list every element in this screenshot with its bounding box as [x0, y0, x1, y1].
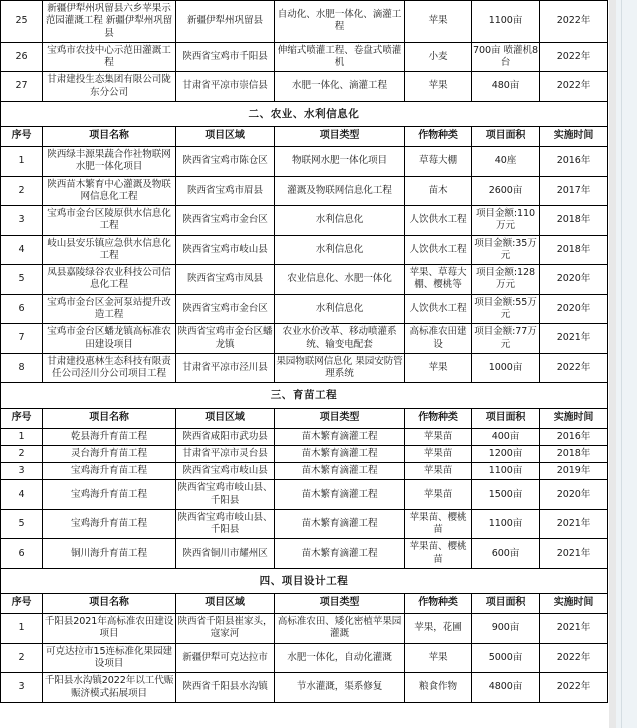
column-header-region: 项目区域	[176, 127, 275, 147]
table-row	[1, 614, 608, 644]
cell-crop: 粮食作物	[405, 673, 472, 703]
cell-crop: 苹果苗	[405, 480, 472, 510]
cell-region: 甘肃省平凉市泾川县	[176, 353, 275, 383]
cell-region: 新疆伊犁可克达拉市	[176, 643, 275, 673]
cell-region: 陕西省宝鸡市金台区	[176, 294, 275, 324]
cell-area: 5000亩	[472, 643, 540, 673]
cell-area: 项目金额:35万元	[472, 235, 540, 265]
cell-no: 2	[1, 176, 43, 206]
cell-region: 陕西省宝鸡市千阳县	[176, 42, 275, 72]
cell-region: 陕西省宝鸡市陈仓区	[176, 147, 275, 177]
cell-time: 2021年	[540, 324, 608, 354]
cell-name: 陕西苗木繁育中心灌溉及物联网信息化工程	[43, 176, 176, 206]
page-edge-divider	[621, 0, 622, 728]
cell-type: 水利信息化	[275, 206, 405, 236]
cell-no: 3	[1, 206, 43, 236]
cell-no: 1	[1, 614, 43, 644]
table-row	[1, 643, 608, 673]
cell-region: 新疆伊犁州巩留县	[176, 1, 275, 43]
column-header-time: 实施时间	[540, 408, 608, 428]
table-row	[1, 445, 608, 462]
cell-name: 千阳县2021年高标准农田建设项目	[43, 614, 176, 644]
column-header-area: 项目面积	[472, 594, 540, 614]
cell-region: 陕西省千阳县崔家头，寇家河	[176, 614, 275, 644]
cell-time: 2016年	[540, 428, 608, 445]
section-title-row	[1, 383, 608, 408]
section-title-row	[1, 568, 608, 593]
cell-time: 2019年	[540, 463, 608, 480]
table-row	[1, 463, 608, 480]
cell-no: 7	[1, 324, 43, 354]
cell-area: 1000亩	[472, 353, 540, 383]
cell-name: 宝鸡海升育苗工程	[43, 463, 176, 480]
cell-time: 2022年	[540, 1, 608, 43]
cell-type: 水肥一体化，自动化灌溉	[275, 643, 405, 673]
cell-type: 苗木繁育滴灌工程	[275, 428, 405, 445]
cell-region: 陕西省宝鸡市岐山县、千阳县	[176, 509, 275, 539]
column-header-crop: 作物种类	[405, 408, 472, 428]
cell-name: 宝鸡海升育苗工程	[43, 480, 176, 510]
cell-name: 铜川海升育苗工程	[43, 539, 176, 569]
cell-area: 1200亩	[472, 445, 540, 462]
column-header-crop: 作物种类	[405, 594, 472, 614]
cell-region: 陕西省宝鸡市眉县	[176, 176, 275, 206]
cell-area: 700亩 喷灌机8台	[472, 42, 540, 72]
table-row	[1, 235, 608, 265]
cell-time: 2022年	[540, 42, 608, 72]
table-row	[1, 147, 608, 177]
cell-time: 2020年	[540, 294, 608, 324]
cell-name: 岐山县安乐镇应急供水信息化工程	[43, 235, 176, 265]
cell-name: 可克达拉市15连标准化果园建设项目	[43, 643, 176, 673]
cell-no: 2	[1, 445, 43, 462]
cell-crop: 人饮供水工程	[405, 235, 472, 265]
cell-no: 2	[1, 643, 43, 673]
cell-area: 项目金额:110万元	[472, 206, 540, 236]
cell-name: 灵台海升育苗工程	[43, 445, 176, 462]
cell-crop: 苹果、草莓大棚、樱桃等	[405, 265, 472, 295]
cell-region: 陕西省宝鸡市岐山县	[176, 463, 275, 480]
cell-no: 5	[1, 265, 43, 295]
cell-region: 甘肃省平凉市崇信县	[176, 72, 275, 102]
cell-time: 2018年	[540, 445, 608, 462]
cell-region: 陕西省宝鸡市金台区	[176, 206, 275, 236]
cell-crop: 苹果，花圃	[405, 614, 472, 644]
cell-no: 5	[1, 509, 43, 539]
cell-no: 25	[1, 1, 43, 43]
cell-time: 2020年	[540, 265, 608, 295]
column-header-no: 序号	[1, 594, 43, 614]
section-title-row	[1, 101, 608, 126]
cell-no: 4	[1, 235, 43, 265]
cell-time: 2020年	[540, 480, 608, 510]
table-row	[1, 353, 608, 383]
cell-area: 400亩	[472, 428, 540, 445]
cell-type: 苗木繁育滴灌工程	[275, 445, 405, 462]
cell-time: 2021年	[540, 539, 608, 569]
cell-area: 项目金额:77万元	[472, 324, 540, 354]
cell-type: 水利信息化	[275, 235, 405, 265]
cell-name: 陕西绿丰源果蔬合作社物联网水肥一体化项目	[43, 147, 176, 177]
cell-name: 宝鸡市金台区陵原供水信息化工程	[43, 206, 176, 236]
cell-area: 900亩	[472, 614, 540, 644]
cell-no: 3	[1, 463, 43, 480]
table-row	[1, 206, 608, 236]
cell-area: 1100亩	[472, 1, 540, 43]
cell-crop: 小麦	[405, 42, 472, 72]
cell-crop: 苹果	[405, 643, 472, 673]
cell-region: 陕西省铜川市耀州区	[176, 539, 275, 569]
cell-type: 农业水价改革、移动喷灌系统、输变电配套	[275, 324, 405, 354]
cell-region: 甘肃省平凉市灵台县	[176, 445, 275, 462]
cell-time: 2022年	[540, 673, 608, 703]
cell-region: 陕西省千阳县水沟镇	[176, 673, 275, 703]
cell-type: 果园物联网信息化 果园安防管理系统	[275, 353, 405, 383]
table-row	[1, 265, 608, 295]
cell-crop: 高标准农田建设	[405, 324, 472, 354]
cell-time: 2016年	[540, 147, 608, 177]
cell-crop: 苹果	[405, 353, 472, 383]
cell-time: 2022年	[540, 353, 608, 383]
cell-time: 2018年	[540, 235, 608, 265]
cell-type: 水利信息化	[275, 294, 405, 324]
cell-type: 节水灌溉，渠系修复	[275, 673, 405, 703]
table-row	[1, 428, 608, 445]
cell-crop: 苹果苗	[405, 445, 472, 462]
cell-area: 项目金额:55万元	[472, 294, 540, 324]
cell-type: 伸缩式喷灌工程、卷盘式喷灌机	[275, 42, 405, 72]
cell-crop: 苗木	[405, 176, 472, 206]
cell-region: 陕西省宝鸡市金台区蟠龙镇	[176, 324, 275, 354]
cell-area: 480亩	[472, 72, 540, 102]
table-row	[1, 176, 608, 206]
cell-time: 2022年	[540, 72, 608, 102]
cell-area: 2600亩	[472, 176, 540, 206]
cell-area: 1100亩	[472, 509, 540, 539]
cell-time: 2022年	[540, 643, 608, 673]
cell-type: 苗木繁育滴灌工程	[275, 480, 405, 510]
cell-crop: 苹果苗、樱桃苗	[405, 539, 472, 569]
section-title: 四、项目设计工程	[1, 568, 608, 593]
column-header-crop: 作物种类	[405, 127, 472, 147]
cell-type: 农业信息化、水肥一体化	[275, 265, 405, 295]
table-row	[1, 294, 608, 324]
cell-no: 6	[1, 539, 43, 569]
cell-area: 1100亩	[472, 463, 540, 480]
cell-crop: 人饮供水工程	[405, 294, 472, 324]
cell-time: 2021年	[540, 614, 608, 644]
table-row	[1, 480, 608, 510]
cell-type: 灌溉及物联网信息化工程	[275, 176, 405, 206]
cell-type: 自动化、水肥一体化、滴灌工程	[275, 1, 405, 43]
table-header-row	[1, 408, 608, 428]
vertical-scrollbar-track[interactable]	[609, 0, 616, 728]
cell-no: 8	[1, 353, 43, 383]
cell-name: 宝鸡市金台区蟠龙镇高标准农田建设项目	[43, 324, 176, 354]
cell-crop: 苹果苗、樱桃苗	[405, 509, 472, 539]
cell-name: 甘肃建投生态集团有限公司陇东分公司	[43, 72, 176, 102]
cell-name: 凤县嘉陵绿谷农业科技公司信息化工程	[43, 265, 176, 295]
cell-region: 陕西省宝鸡市岐山县、千阳县	[176, 480, 275, 510]
cell-crop: 苹果	[405, 1, 472, 43]
cell-crop: 苹果	[405, 72, 472, 102]
cell-region: 陕西省宝鸡市岐山县	[176, 235, 275, 265]
table-row	[1, 539, 608, 569]
cell-no: 3	[1, 673, 43, 703]
cell-type: 物联网水肥一体化项目	[275, 147, 405, 177]
column-header-area: 项目面积	[472, 127, 540, 147]
cell-no: 27	[1, 72, 43, 102]
table-row	[1, 673, 608, 703]
cell-name: 千阳县水沟镇2022年以工代赈赈济模式拓展项目	[43, 673, 176, 703]
cell-no: 1	[1, 428, 43, 445]
cell-name: 甘肃建投惠林生态科技有限责任公司泾川分公司项目工程	[43, 353, 176, 383]
cell-area: 1500亩	[472, 480, 540, 510]
cell-area: 40座	[472, 147, 540, 177]
column-header-region: 项目区域	[176, 408, 275, 428]
cell-area: 4800亩	[472, 673, 540, 703]
section-title: 二、农业、水利信息化	[1, 101, 608, 126]
table-row	[1, 42, 608, 72]
cell-crop: 苹果苗	[405, 463, 472, 480]
cell-name: 宝鸡市金台区金河泵站提升改造工程	[43, 294, 176, 324]
cell-region: 陕西省宝鸡市凤县	[176, 265, 275, 295]
cell-area: 项目金额:128万元	[472, 265, 540, 295]
cell-region: 陕西省咸阳市武功县	[176, 428, 275, 445]
cell-no: 26	[1, 42, 43, 72]
cell-no: 4	[1, 480, 43, 510]
column-header-no: 序号	[1, 408, 43, 428]
column-header-time: 实施时间	[540, 127, 608, 147]
cell-type: 苗木繁育滴灌工程	[275, 539, 405, 569]
table-row	[1, 509, 608, 539]
column-header-no: 序号	[1, 127, 43, 147]
cell-time: 2017年	[540, 176, 608, 206]
cell-time: 2018年	[540, 206, 608, 236]
column-header-region: 项目区域	[176, 594, 275, 614]
table-row	[1, 324, 608, 354]
cell-name: 宝鸡海升育苗工程	[43, 509, 176, 539]
cell-time: 2021年	[540, 509, 608, 539]
column-header-type: 项目类型	[275, 594, 405, 614]
column-header-name: 项目名称	[43, 408, 176, 428]
cell-no: 6	[1, 294, 43, 324]
cell-area: 600亩	[472, 539, 540, 569]
column-header-name: 项目名称	[43, 594, 176, 614]
cell-type: 水肥一体化、滴灌工程	[275, 72, 405, 102]
cell-crop: 苹果苗	[405, 428, 472, 445]
column-header-type: 项目类型	[275, 127, 405, 147]
cell-name: 宝鸡市农技中心示范田灌溉工程	[43, 42, 176, 72]
cell-crop: 草莓大棚	[405, 147, 472, 177]
column-header-type: 项目类型	[275, 408, 405, 428]
table-row	[1, 1, 608, 43]
table-header-row	[1, 127, 608, 147]
cell-crop: 人饮供水工程	[405, 206, 472, 236]
cell-type: 高标准农田、矮化密植苹果园灌溉	[275, 614, 405, 644]
cell-type: 苗木繁育滴灌工程	[275, 509, 405, 539]
cell-no: 1	[1, 147, 43, 177]
cell-type: 苗木繁育滴灌工程	[275, 463, 405, 480]
column-header-time: 实施时间	[540, 594, 608, 614]
column-header-area: 项目面积	[472, 408, 540, 428]
table-header-row	[1, 594, 608, 614]
cell-name: 乾县海升育苗工程	[43, 428, 176, 445]
section-title: 三、育苗工程	[1, 383, 608, 408]
cell-name: 新疆伊犁州巩留县六乡苹果示范园灌溉工程 新疆伊犁州巩留县	[43, 1, 176, 43]
column-header-name: 项目名称	[43, 127, 176, 147]
table-row	[1, 72, 608, 102]
